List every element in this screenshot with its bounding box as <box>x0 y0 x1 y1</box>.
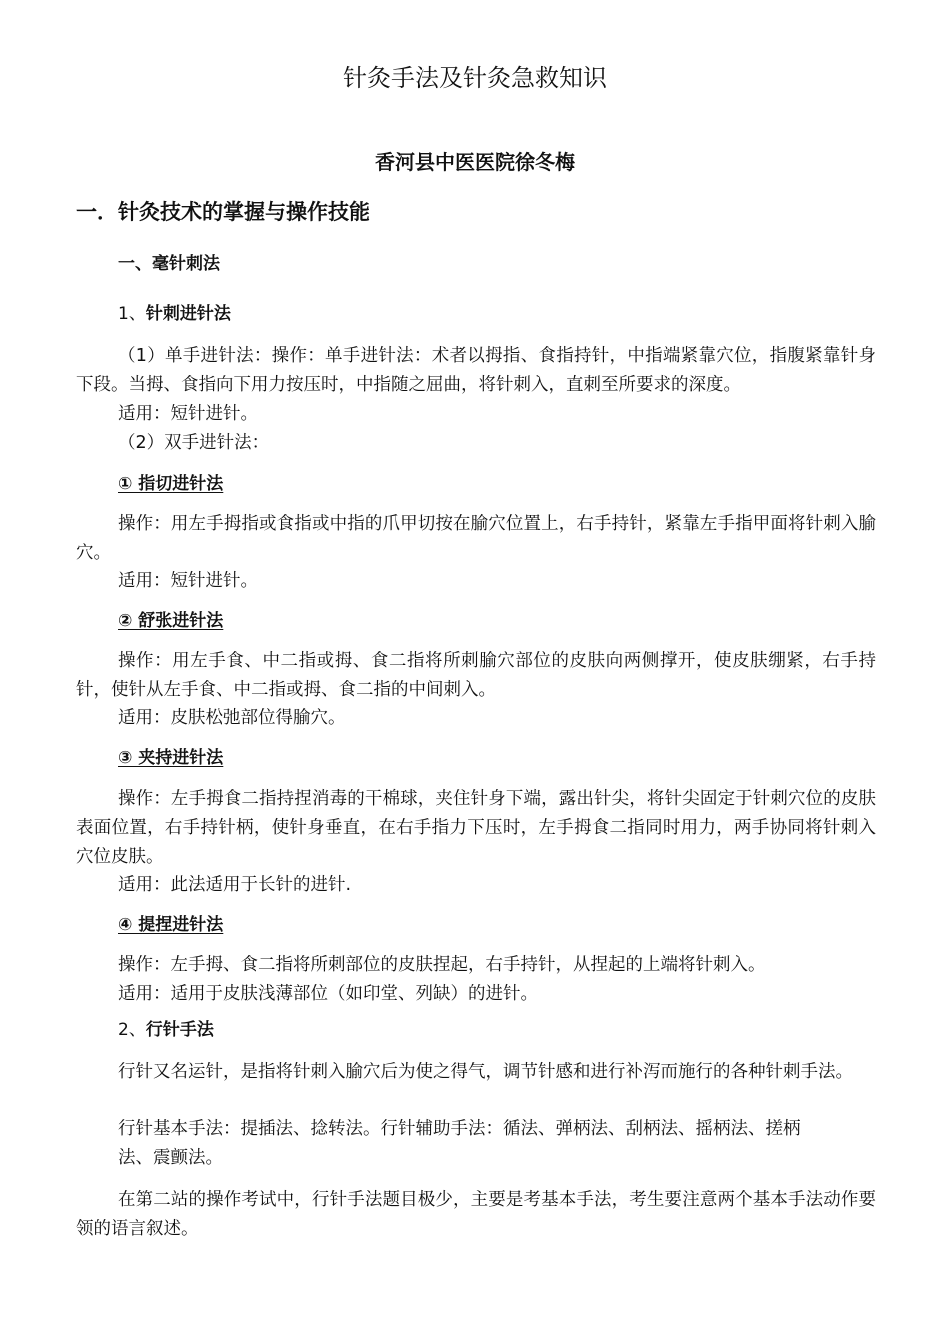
part1-heading <box>118 302 231 326</box>
part2-title: 行针手法 <box>145 1020 214 1040</box>
method3-title: ③ 夹持进针法 <box>118 748 224 768</box>
part1-title: 针刺进针法 <box>145 304 231 324</box>
method1-operation: 操作：用左手拇指或食指或中指的爪甲切按在腧穴位置上，右手持针，紧靠左手指甲面将针刺入腧穴。 <box>76 514 876 563</box>
method1-title: ① 指切进针法 <box>118 474 224 494</box>
document-title: 针灸手法及针灸急救知识 <box>343 64 607 92</box>
single-hand-paragraph: （1）单手进针法：操作：单手进针法：术者以拇指、食指持针，中指端紧靠穴位，指腹紧靠针身下段。当拇、食指向下用力按压时，中指随之屈曲，将针刺入，直刺至所要求的深度。 <box>76 346 876 395</box>
method2-operation: 操作：用左手食、中二指或拇、食二指将所刺腧穴部位的皮肤向两侧撑开，使皮肤绷紧，右手持针，使针从左手食、中二指或拇、食二指的中间刺入。 <box>76 651 876 700</box>
subsection-heading: 一、毫针刺法 <box>118 254 220 274</box>
part2-number: 2、 <box>118 1020 146 1040</box>
double-hand-heading: （2）双手进针法： <box>118 433 270 453</box>
method2-use: 适用：皮肤松弛部位得腧穴。 <box>118 708 346 728</box>
single-hand-use: 适用：短针进针。 <box>118 404 258 424</box>
method4-use: 适用：适用于皮肤浅薄部位（如印堂、列缺）的进针。 <box>118 984 538 1004</box>
method1-use: 适用：短针进针。 <box>118 571 258 591</box>
needling-definition: 行针又名运针，是指将针刺入腧穴后为使之得气，调节针感和进行补泻而施行的各种针刺手法。 <box>118 1062 853 1082</box>
document-author: 香河县中医医院徐冬梅 <box>375 150 575 174</box>
method3-operation: 操作：左手拇食二指持捏消毒的干棉球，夹住针身下端，露出针尖，将针尖固定于针刺穴位的皮肤表面位置，右手持针柄，使针身垂直，在右手指力下压时，左手拇食二指同时用力，两手协同将针刺入穴位皮肤。 <box>76 789 876 867</box>
part1-number: 1、 <box>118 304 146 324</box>
needling-methods-line1: 行针基本手法：提插法、捻转法。行针辅助手法：循法、弹柄法、刮柄法、摇柄法、搓柄 <box>118 1119 801 1139</box>
method2-title: ② 舒张进针法 <box>118 611 224 631</box>
method3-use: 适用：此法适用于长针的进针. <box>118 875 352 895</box>
needling-methods-line2: 法、震颤法。 <box>118 1148 223 1168</box>
section-heading: 一．针灸技术的掌握与操作技能 <box>76 200 370 224</box>
part2-heading <box>118 1018 214 1042</box>
exam-note: 在第二站的操作考试中，行针手法题目极少，主要是考基本手法，考生要注意两个基本手法动作要领的语言叙述。 <box>76 1190 876 1239</box>
method4-title: ④ 提捏进针法 <box>118 915 224 935</box>
method4-operation: 操作：左手拇、食二指将所刺部位的皮肤捏起，右手持针，从捏起的上端将针刺入。 <box>118 955 766 975</box>
